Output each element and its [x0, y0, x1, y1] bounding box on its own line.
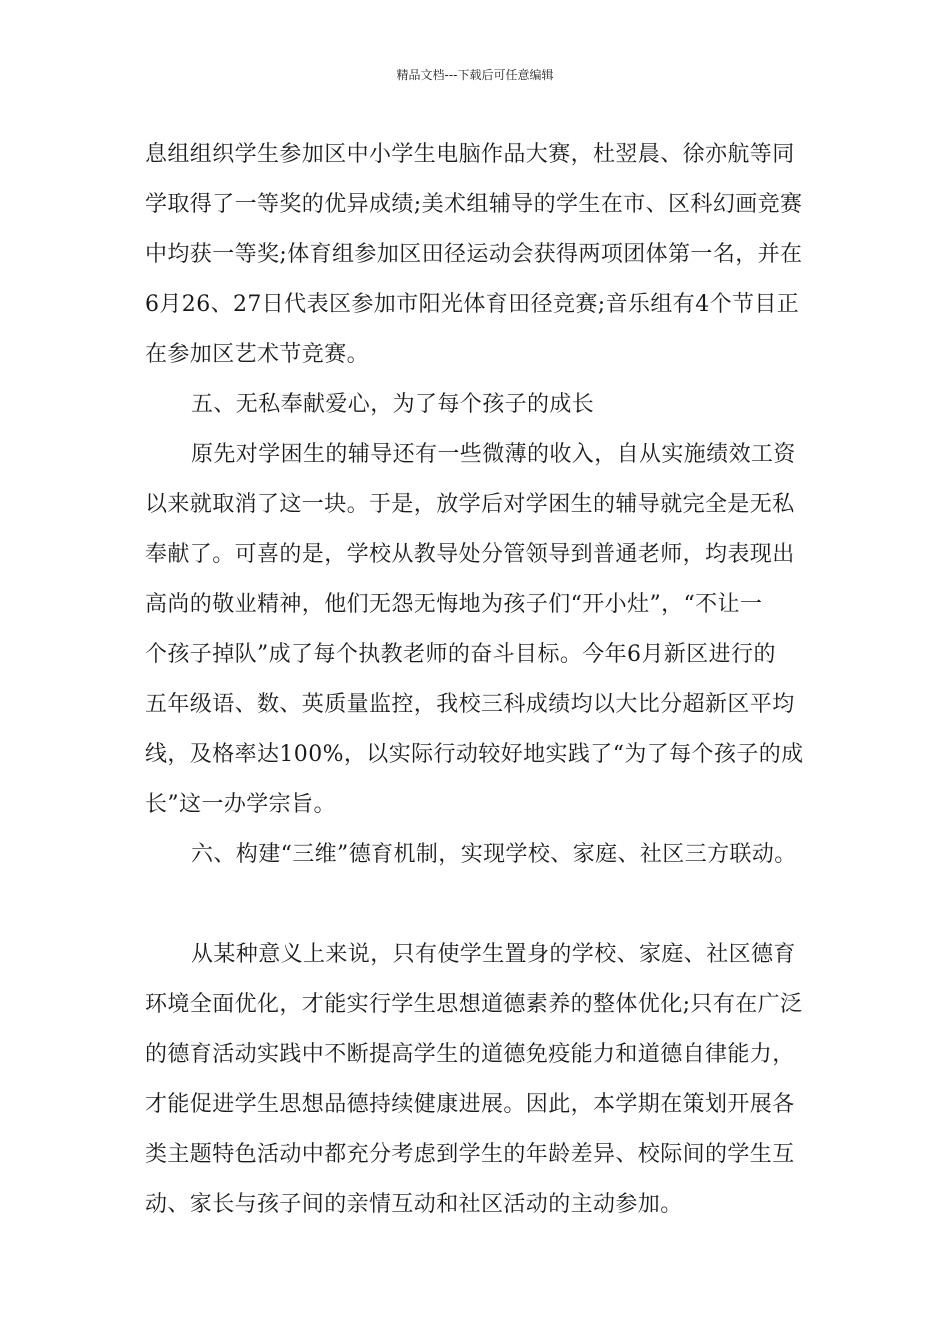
text-line: 原先对学困生的辅导还有一些微薄的收入，自从实施绩效工资 — [191, 442, 796, 467]
text-line: 个孩子掉队”成了每个执教老师的奋斗目标。今年6月新区进行的 — [145, 642, 776, 667]
text-line: 在参加区艺术节竞赛。 — [145, 342, 370, 367]
text-line: 五年级语、数、英质量监控，我校三科成绩均以大比分超新区平均 — [145, 692, 795, 717]
text-line: 高尚的敬业精神，他们无怨无悔地为孩子们“开小灶”，“不让一 — [145, 592, 763, 617]
text-line: 以来就取消了这一块。于是，放学后对学困生的辅导就完全是无私 — [145, 492, 795, 517]
text-line: 类主题特色活动中都充分考虑到学生的年龄差异、校际间的学生互 — [145, 1142, 795, 1167]
page-header: 精品文档---下载后可任意编辑 — [396, 68, 554, 82]
text-line: 线，及格率达100%，以实际行动较好地实践了“为了每个孩子的成 — [145, 742, 804, 767]
blank-line — [145, 880, 810, 930]
text-line: 奉献了。可喜的是，学校从教导处分管领导到普通老师，均表现出 — [145, 542, 795, 567]
text-line: 的德育活动实践中不断提高学生的道德免疫能力和道德自律能力， — [145, 1042, 795, 1067]
document-body — [145, 130, 810, 1230]
text-line: 环境全面优化，才能实行学生思想道德素养的整体优化;只有在广泛 — [145, 992, 803, 1017]
text-line: 动、家长与孩子间的亲情互动和社区活动的主动参加。 — [145, 1192, 683, 1217]
text-line: 长”这一办学宗旨。 — [145, 792, 336, 817]
text-line: 6月26、27日代表区参加市阳光体育田径竞赛;音乐组有4个节目正 — [145, 292, 800, 317]
text-line: 五、无私奉献爱心，为了每个孩子的成长 — [191, 392, 595, 417]
text-line: 从某种意义上来说，只有使学生置身的学校、家庭、社区德育 — [191, 942, 796, 967]
text-line: 息组组织学生参加区中小学生电脑作品大赛，杜翌晨、徐亦航等同 — [145, 142, 795, 167]
text-line: 中均获一等奖;体育组参加区田径运动会获得两项团体第一名，并在 — [145, 242, 803, 267]
text-line: 学取得了一等奖的优异成绩;美术组辅导的学生在市、区科幻画竞赛 — [145, 192, 803, 217]
text-line: 才能促进学生思想品德持续健康进展。因此，本学期在策划开展各 — [145, 1092, 795, 1117]
text-line: 六、构建“三维”德育机制，实现学校、家庭、社区三方联动。 — [191, 842, 797, 867]
